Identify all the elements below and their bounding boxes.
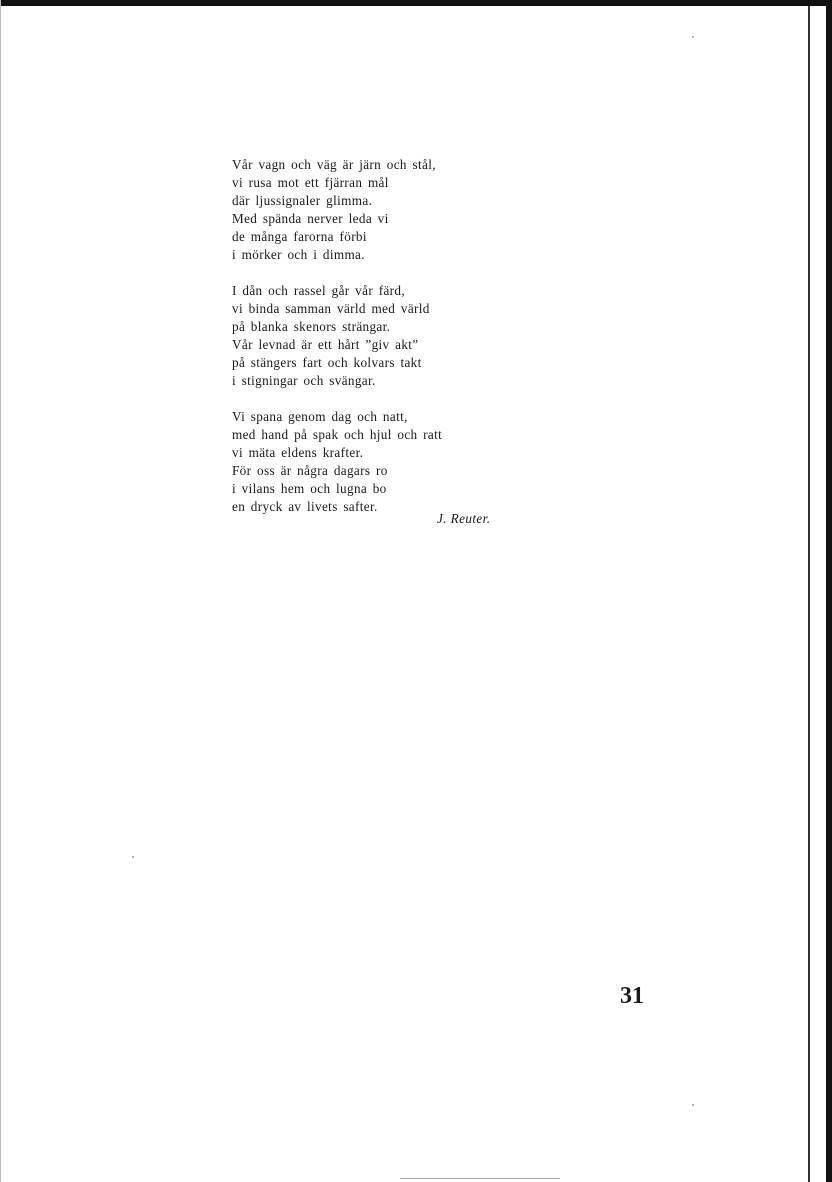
poem-line: Med spända nerver leda vi (232, 211, 389, 226)
poem-stanza-1 (232, 156, 532, 264)
poem-line: en dryck av livets safter. (232, 499, 378, 514)
poem-line: vi mäta eldens krafter. (232, 445, 364, 460)
scan-line-right (808, 6, 810, 1182)
poem-line: de många farorna förbi (232, 229, 367, 244)
scan-border-left (0, 0, 1, 1182)
poem-line: För oss är några dagars ro (232, 463, 388, 478)
scan-speck (692, 36, 694, 38)
poem-stanza-3 (232, 408, 532, 516)
page-number: 31 (620, 983, 644, 1009)
poem-line: där ljussignaler glimma. (232, 193, 373, 208)
poem-line: vi binda samman värld med värld (232, 301, 430, 316)
scan-border-right (826, 0, 832, 1182)
poem-line: med hand på spak och hjul och ratt (232, 427, 443, 442)
poem-line: i stigningar och svängar. (232, 373, 376, 388)
scan-bottom-rule (400, 1178, 560, 1179)
poem-line: vi rusa mot ett fjärran mål (232, 175, 389, 190)
scan-speck (132, 856, 134, 858)
poem-line: Vår levnad är ett hårt ”giv akt” (232, 337, 419, 352)
poem-line: på blanka skenors strängar. (232, 319, 391, 334)
poem-line: på stängers fart och kolvars takt (232, 355, 422, 370)
poem-line: Vår vagn och väg är järn och stål, (232, 157, 436, 172)
scan-speck (692, 1104, 694, 1106)
poem-line: Vi spana genom dag och natt, (232, 409, 408, 424)
poem-line: i vilans hem och lugna bo (232, 481, 387, 496)
poem (232, 156, 532, 516)
poem-line: I dån och rassel går vår färd, (232, 283, 405, 298)
scan-border-top (0, 0, 832, 6)
poem-stanza-2 (232, 282, 532, 390)
poem-line: i mörker och i dimma. (232, 247, 365, 262)
poem-author: J. Reuter. (437, 511, 491, 526)
